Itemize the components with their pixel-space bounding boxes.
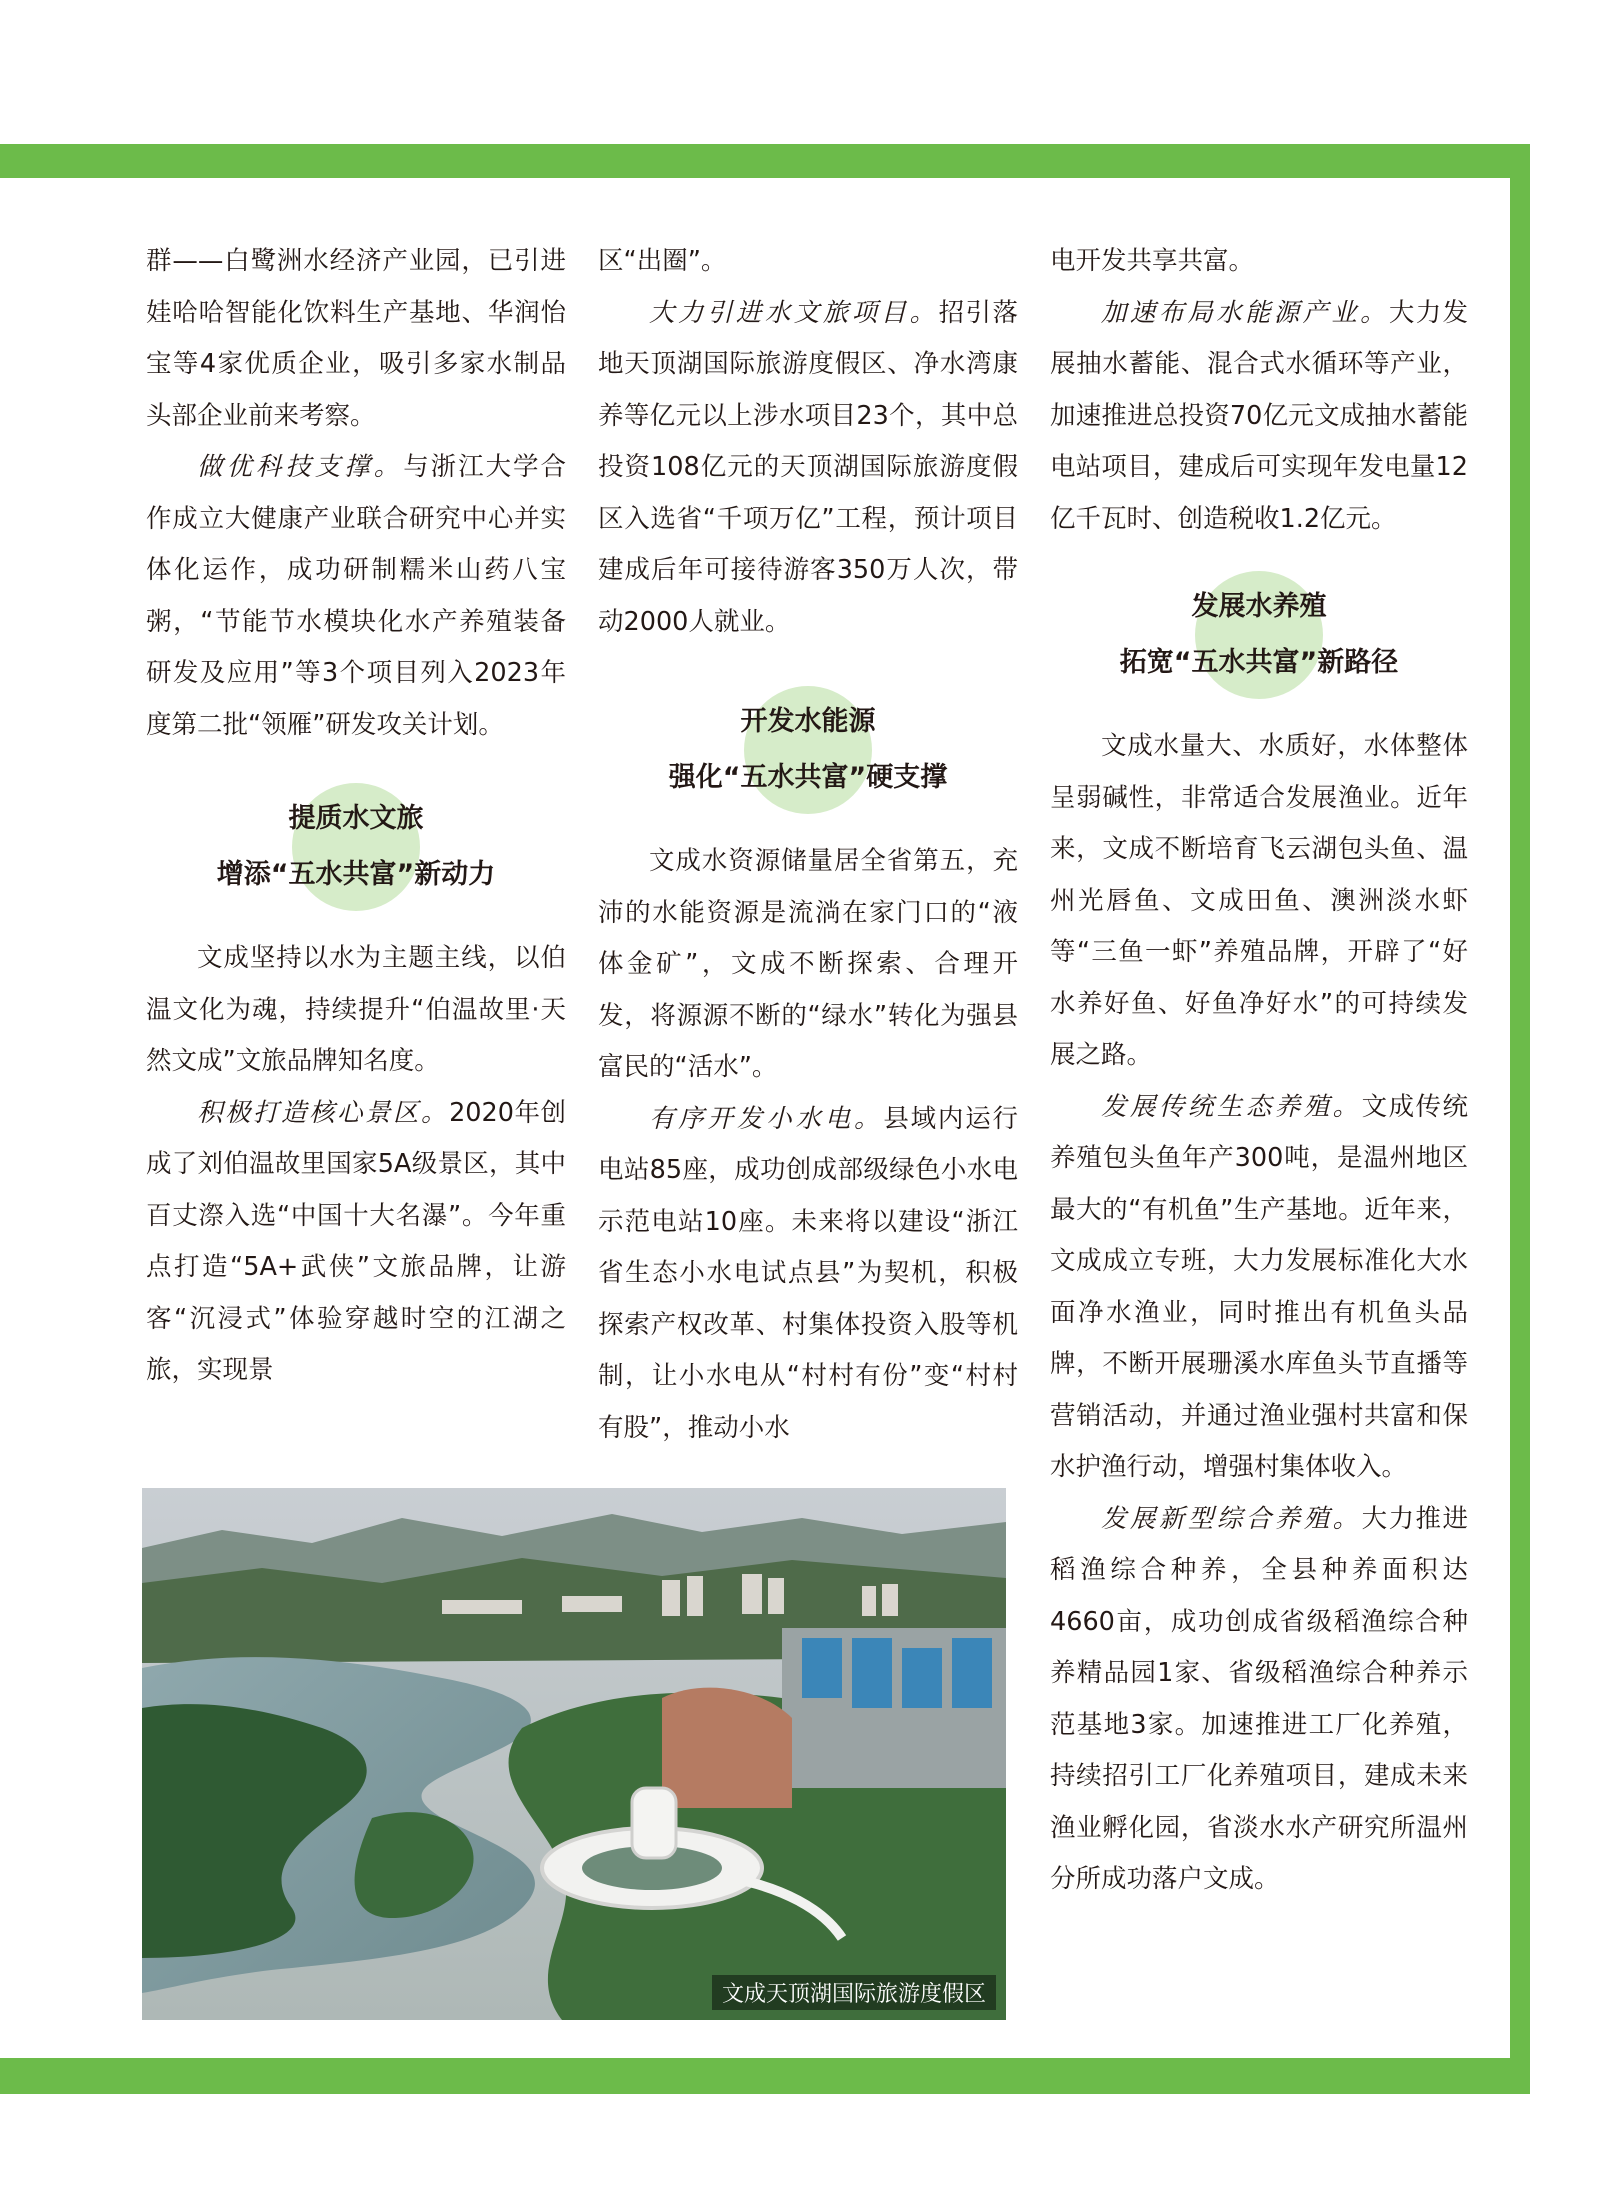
column-2 — [598, 236, 1018, 1454]
col3-lead-energy: 加速布局水能源产业。 — [1101, 297, 1389, 328]
photo-caption: 文成天顶湖国际旅游度假区 — [712, 1975, 996, 2010]
frame-top-bar — [0, 144, 1530, 178]
col2-text-projects: 招引落地天顶湖国际旅游度假区、净水湾康养等亿元以上涉水项目23个，其中总投资108亿元的天顶湖国际旅游度假区入选省“千项万亿”工程，预计项目建成后年可接待游客350万人次，带动2000人就业。 — [598, 297, 1018, 637]
col3-paragraph-1: 电开发共享共富。 — [1050, 246, 1255, 276]
heading-line-2: 强化“五水共富”硬支撑 — [668, 762, 948, 793]
red-earth — [662, 1688, 792, 1808]
col2-lead-projects: 大力引进水文旅项目。 — [649, 297, 939, 328]
col3-text-new: 大力推进稻渔综合种养，全县种养面积达4660亩，成功创成省级稻渔综合种养精品园1家、省级稻渔综合种养示范基地3家。加速推进工厂化养殖，持续招引工厂化养殖项目，建成未来渔业孵化园，省淡水水产研究所温州分所成功落户文成。 — [1050, 1503, 1468, 1894]
col2-text-hydro: 县域内运行电站85座，成功创成部级绿色小水电示范电站10座。未来将以建设“浙江省生态小水电试点县”为契机，积极探索产权改革、村集体投资入股等机制，让小水电从“村村有份”变“村村有股”，推动小水 — [598, 1103, 1018, 1443]
column-3 — [1050, 236, 1468, 1906]
col1-paragraph-2 — [146, 442, 566, 751]
resort-tower — [632, 1788, 676, 1858]
col2-paragraph-4 — [598, 1094, 1018, 1455]
section-heading-water-tourism — [146, 791, 566, 903]
col1-paragraph-1: 群——白鹭洲水经济产业园，已引进娃哈哈智能化饮料生产基地、华润怡宝等4家优质企业，吸引多家水制品头部企业前来考察。 — [146, 246, 566, 431]
col1-text-tech: 与浙江大学合作成立大健康产业联合研究中心并实体化运作，成功研制糯米山药八宝粥，“节能节水模块化水产养殖装备研发及应用”等3个项目列入2023年度第二批“领雁”研发攻关计划。 — [146, 452, 566, 740]
col1-text-scenic: 2020年创成了刘伯温故里国家5A级景区，其中百丈漈入选“中国十大名瀑”。今年重点打造“5A+武侠”文旅品牌，让游客“沉浸式”体验穿越时空的江湖之旅，实现景 — [146, 1097, 566, 1385]
heading-line-2: 拓宽“五水共富”新路径 — [1119, 647, 1399, 678]
col3-paragraph-5 — [1050, 1494, 1468, 1906]
col2-paragraph-3: 文成水资源储量居全省第五，充沛的水能资源是流淌在家门口的“液体金矿”，文成不断探索、合理开发，将源源不断的“绿水”转化为强县富民的“活水”。 — [598, 846, 1018, 1082]
column-1 — [146, 236, 566, 1397]
heading-line-2: 增添“五水共富”新动力 — [216, 859, 496, 890]
frame-right-bar — [1510, 144, 1530, 2094]
col2-paragraph-1: 区“出圈”。 — [598, 246, 727, 276]
col1-paragraph-3: 文成坚持以水为主题主线，以伯温文化为魂，持续提升“伯温故里·天然文成”文旅品牌知名度。 — [146, 943, 566, 1076]
aerial-photo-resort — [142, 1488, 1006, 2020]
heading-line-1: 开发水能源 — [740, 706, 876, 737]
aerial-photo-illustration — [142, 1488, 1006, 2020]
col3-lead-new: 发展新型综合养殖。 — [1101, 1503, 1362, 1534]
col2-paragraph-2 — [598, 288, 1018, 649]
col3-text-energy: 大力发展抽水蓄能、混合式水循环等产业，加速推进总投资70亿元文成抽水蓄能电站项目，建成后可实现年发电量12亿千瓦时、创造税收1.2亿元。 — [1050, 297, 1468, 534]
col1-paragraph-4 — [146, 1088, 566, 1397]
col3-paragraph-4 — [1050, 1082, 1468, 1494]
col2-lead-hydro: 有序开发小水电。 — [649, 1103, 884, 1134]
section-heading-water-energy — [598, 694, 1018, 806]
col3-lead-traditional: 发展传统生态养殖。 — [1101, 1091, 1362, 1122]
col3-paragraph-2 — [1050, 288, 1468, 546]
col1-lead-scenic: 积极打造核心景区。 — [197, 1097, 450, 1128]
col3-paragraph-3: 文成水量大、水质好，水体整体呈弱碱性，非常适合发展渔业。近年来，文成不断培育飞云湖包头鱼、温州光唇鱼、文成田鱼、澳洲淡水虾等“三鱼一虾”养殖品牌，开辟了“好水养好鱼、好鱼净好水”的可持续发展之路。 — [1050, 731, 1468, 1070]
frame-bottom-bar — [0, 2058, 1530, 2094]
heading-line-1: 发展水养殖 — [1191, 591, 1327, 622]
section-heading-aquaculture — [1050, 579, 1468, 691]
col3-text-traditional: 文成传统养殖包头鱼年产300吨，是温州地区最大的“有机鱼”生产基地。近年来，文成成立专班，大力发展标准化大水面净水渔业，同时推出有机鱼头品牌，不断开展珊溪水库鱼头节直播等营销活动，并通过渔业强村共富和保水护渔行动，增强村集体收入。 — [1050, 1091, 1468, 1482]
col1-lead-tech: 做优科技支撑。 — [197, 452, 404, 482]
heading-line-1: 提质水文旅 — [288, 803, 424, 834]
